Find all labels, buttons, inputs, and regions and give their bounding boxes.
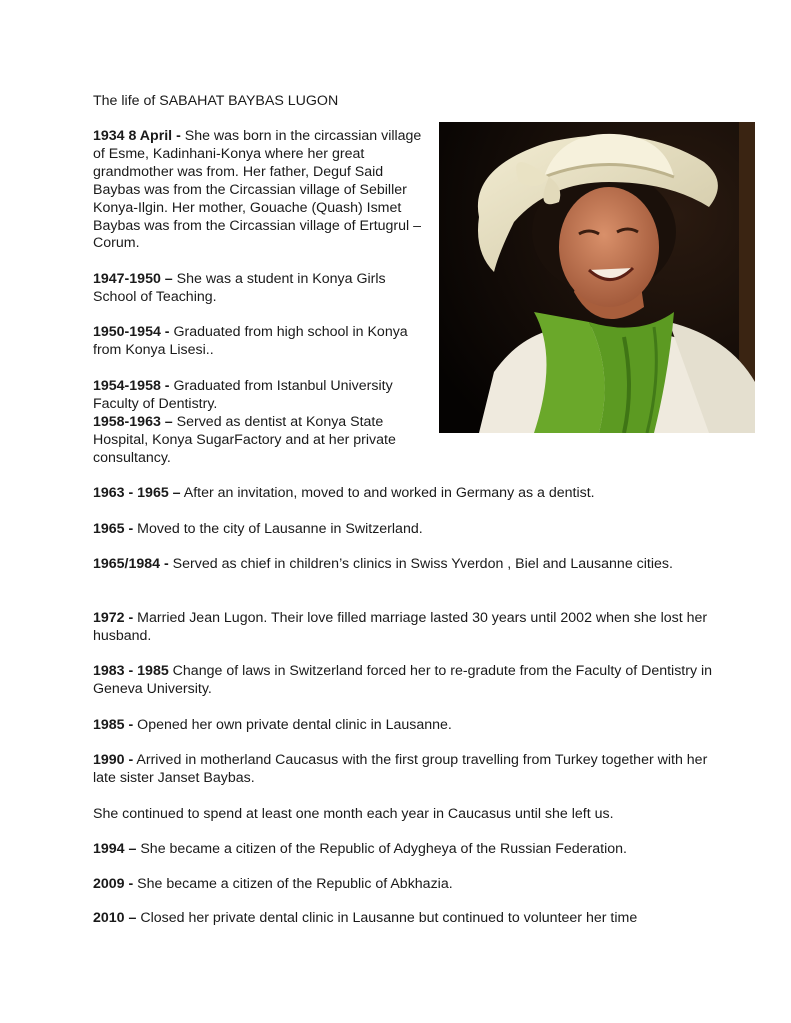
entry-caucasus-arrival [93,752,713,788]
entry-date: 1965 - [93,521,134,537]
entry-text: She became a citizen of the Republic of Adygheya of the Russian Federation. [136,841,627,857]
entry-date: 1985 - [93,717,134,733]
entry-date: 1950-1954 - [93,324,170,340]
entry-text: Closed her private dental clinic in Lausanne but continued to volunteer her time [136,910,638,926]
entry-date: 1983 - 1985 [93,663,169,679]
entry-date: 1958-1963 – [93,414,173,430]
entry-date: 2010 – [93,910,137,926]
entry-childrens-clinics [93,556,713,574]
entry-date: 1947-1950 – [93,271,173,287]
entry-text: After an invitation, moved to and worked in Germany as a dentist. [180,485,595,501]
entry-university [93,378,428,414]
entry-text: Change of laws in Switzerland forced her to re-gradute from the Faculty of Dentistry in Geneva University. [93,663,713,697]
entry-abkhazia [93,876,713,894]
entry-germany [93,485,713,503]
entry-date: 1954-1958 - [93,378,170,394]
portrait-illustration [439,122,755,433]
portrait-photo [439,122,755,433]
entry-text: Graduated from Istanbul University Faculty of Dentistry. [93,378,393,412]
entry-date: 1965/1984 - [93,556,169,572]
entry-birth [93,128,428,253]
entry-clinic-closed [93,910,713,928]
entry-date: 1963 - 1965 – [93,485,181,501]
entry-text: She became a citizen of the Republic of Abkhazia. [133,876,453,892]
entry-marriage [93,610,713,646]
entry-text: She was born in the circassian village of Esme, Kadinhani-Konya where her great grandmother was from. Her father, Deguf Said Baybas was from the Circassian village of Sebiller Konya-Ilgin. Her mother, Gouache (Quash) Ismet Baybas was from the Circassian village of Ertugrul – Corum. [93,128,422,252]
entry-date: 2009 - [93,876,134,892]
entry-caucasus-visits [93,806,713,824]
entry-date: 1994 – [93,841,137,857]
entry-date: 1934 8 April - [93,128,181,144]
entry-date: 1990 - [93,752,134,768]
entry-konya-dentist [93,414,428,468]
entry-text: Served as chief in children’s clinics in Swiss Yverdon , Biel and Lausanne cities. [168,556,673,572]
entry-geneva-regraduate [93,663,713,699]
entry-adygheya [93,841,713,859]
entry-date: 1972 - [93,610,134,626]
entry-own-clinic [93,717,713,735]
entry-text: Opened her own private dental clinic in Lausanne. [133,717,452,733]
entry-text: Moved to the city of Lausanne in Switzerland. [133,521,423,537]
entry-text: Served as dentist at Konya State Hospital, Konya SugarFactory and at her private consultancy. [93,414,396,466]
entry-text: She was a student in Konya Girls School of Teaching. [93,271,386,305]
entry-text: Arrived in motherland Caucasus with the first group travelling from Turkey together with her late sister Janset Baybas. [93,752,708,786]
entry-text: Graduated from high school in Konya from Konya Lisesi.. [93,324,408,358]
entry-high-school [93,324,428,360]
entry-text: Married Jean Lugon. Their love filled marriage lasted 30 years until 2002 when she lost her husband. [93,610,708,644]
entry-teaching-school [93,271,428,307]
entry-text: She continued to spend at least one month each year in Caucasus until she left us. [93,806,614,822]
entry-lausanne-move [93,521,713,539]
document-title: The life of SABAHAT BAYBAS LUGON [93,93,339,109]
